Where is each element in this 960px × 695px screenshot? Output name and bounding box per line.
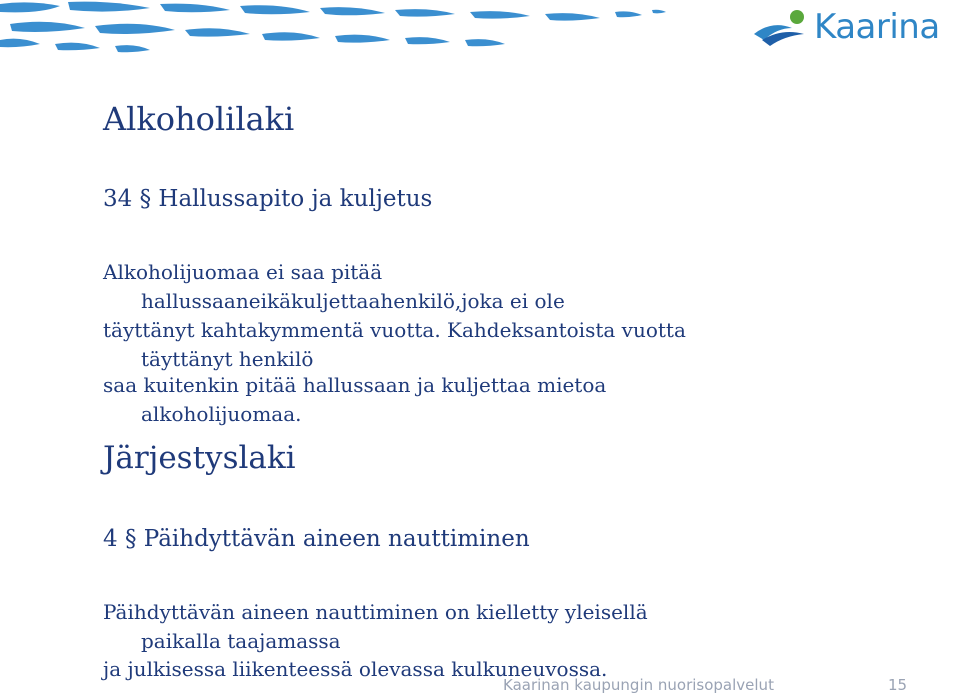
paragraph-jarjestyslaki-1	[103, 598, 648, 656]
text-line: hallussaaneikäkuljettaahenkilö,joka ei ole	[141, 289, 565, 313]
paragraph-jarjestyslaki-2: ja julkisessa liikenteessä olevassa kulkuneuvossa.	[103, 657, 608, 681]
section-title-alkoholilaki: Alkoholilaki	[103, 100, 295, 138]
text-line: Päihdyttävän aineen nauttiminen on kielletty yleisellä	[103, 600, 648, 624]
decorative-water-banner	[0, 0, 700, 60]
section-subtitle-34: 34 § Hallussapito ja kuljetus	[103, 186, 433, 212]
page-number: 15	[888, 676, 908, 694]
footer-text: Kaarinan kaupungin nuorisopalvelut	[503, 676, 774, 694]
section-subtitle-4: 4 § Päihdyttävän aineen nauttiminen	[103, 526, 530, 552]
text-line: täyttänyt kahtakymmentä vuotta. Kahdeksantoista vuotta	[103, 318, 686, 342]
logo-text: Kaarina	[814, 7, 940, 47]
paragraph-alkoholilaki-2	[103, 371, 606, 429]
kaarina-wave-logo-icon	[752, 6, 812, 48]
paragraph-alkoholilaki-1	[103, 258, 686, 374]
section-title-jarjestyslaki: Järjestyslaki	[103, 440, 296, 476]
kaarina-logo	[752, 6, 957, 48]
text-line: paikalla taajamassa	[141, 629, 341, 653]
text-line: täyttänyt henkilö	[141, 347, 314, 371]
text-line: Alkoholijuomaa ei saa pitää	[103, 260, 383, 284]
text-line: alkoholijuomaa.	[141, 402, 302, 426]
text-line: saa kuitenkin pitää hallussaan ja kuljettaa mietoa	[103, 373, 607, 397]
